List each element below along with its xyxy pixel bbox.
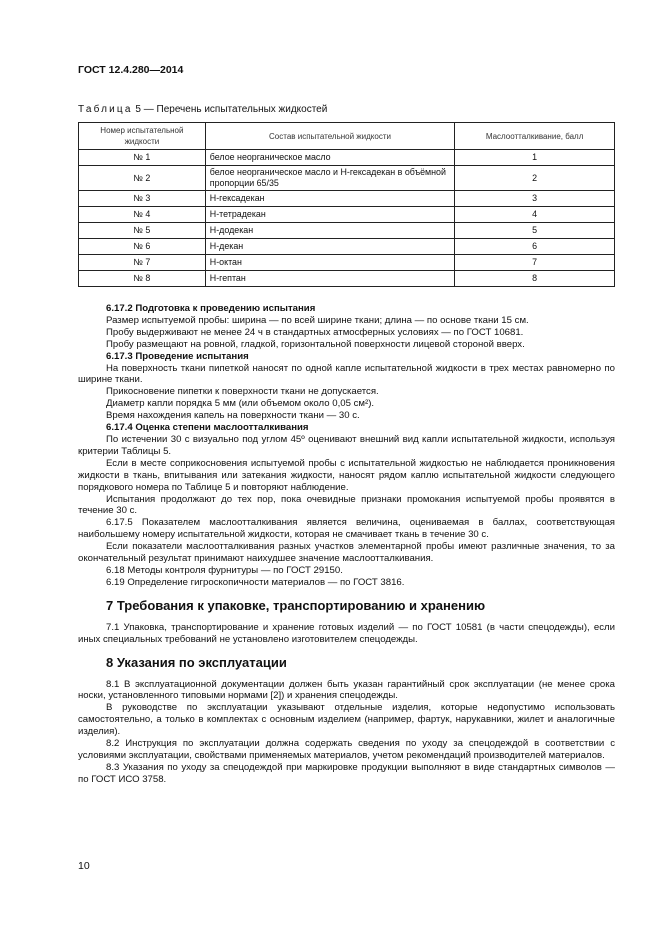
paragraph: Если в месте соприкосновения испытуемой пробы с испытательной жидкостью не наблюдается проникновения жидкости в ткань, впитывания или затекания жидкости, наносят рядом каплю испытательной жидкости следующего порядкового номера по Таблице 5 и повторяют наблюдение. bbox=[78, 457, 615, 493]
paragraph: 7.1 Упаковка, транспортирование и хранение готовых изделий — по ГОСТ 10581 (в части спецодежды), если иных специальных требований не установлено изготовителем спецодежды. bbox=[78, 621, 615, 645]
section-7-heading: 7 Требования к упаковке, транспортированию и хранению bbox=[106, 597, 486, 613]
table-row bbox=[79, 223, 615, 239]
cell-number: № 3 bbox=[79, 191, 206, 207]
paragraph: 6.19 Определение гигроскопичности материалов — по ГОСТ 3816. bbox=[106, 576, 405, 588]
test-liquids-table bbox=[78, 122, 615, 287]
paragraph: Пробу выдерживают не менее 24 ч в стандартных атмосферных условиях — по ГОСТ 10681. bbox=[106, 326, 524, 338]
section-6-17-4-title: 6.17.4 Оценка степени маслоотталкивания bbox=[106, 422, 309, 434]
paragraph: Размер испытуемой пробы: ширина — по всей ширине ткани; длина — по основе ткани 15 см. bbox=[106, 314, 529, 326]
table-caption-label: Таблица bbox=[78, 104, 133, 115]
paragraph: Прикосновение пипетки к поверхности ткани не допускается. bbox=[106, 386, 379, 398]
cell-composition: Н-гексадекан bbox=[205, 191, 454, 207]
cell-composition: Н-додекан bbox=[205, 223, 454, 239]
cell-composition: Н-декан bbox=[205, 239, 454, 255]
paragraph: Время нахождения капель на поверхности ткани — 30 с. bbox=[106, 410, 360, 422]
table-row bbox=[79, 166, 615, 191]
paragraph: Пробу размещают на ровной, гладкой, горизонтальной поверхности лицевой стороной вверх. bbox=[106, 338, 525, 350]
cell-score: 4 bbox=[455, 207, 615, 223]
document-header: ГОСТ 12.4.280—2014 bbox=[78, 64, 184, 76]
section-6-17-3-title: 6.17.3 Проведение испытания bbox=[106, 350, 249, 362]
paragraph: Диаметр капли порядка 5 мм (или объемом около 0,05 см²). bbox=[106, 398, 375, 410]
paragraph: 8.3 Указания по уходу за спецодеждой при маркировке продукции выполняют в виде стандартных символов — по ГОСТ ИСО 3758. bbox=[78, 761, 615, 785]
cell-number: № 5 bbox=[79, 223, 206, 239]
cell-composition: белое неорганическое масло и Н-гексадекан в объёмной пропорции 65/35 bbox=[205, 166, 454, 191]
paragraph: В руководстве по эксплуатации указывают отдельные изделия, которые недопустимо использовать самостоятельно, а только в комплектах с основным изделием (например, фартук, нарукавники, жилет и аналогичные изделия). bbox=[78, 702, 615, 738]
cell-score: 7 bbox=[455, 255, 615, 271]
table-row bbox=[79, 239, 615, 255]
cell-score: 2 bbox=[455, 166, 615, 191]
cell-number: № 4 bbox=[79, 207, 206, 223]
cell-number: № 6 bbox=[79, 239, 206, 255]
table-row bbox=[79, 191, 615, 207]
cell-number: № 2 bbox=[79, 166, 206, 191]
paragraph: 6.17.5 Показателем маслоотталкивания является величина, оцениваемая в баллах, соответствующая наибольшему номеру испытательной жидкости, которая не смачивает ткань в течение 30 с. bbox=[78, 517, 615, 541]
document-body bbox=[78, 303, 615, 786]
section-8-heading: 8 Указания по эксплуатации bbox=[106, 654, 287, 670]
cell-number: № 1 bbox=[79, 150, 206, 166]
paragraph: На поверхность ткани пипеткой наносят по одной капле испытательной жидкости в трех местах равномерно по ширине ткани. bbox=[78, 362, 615, 386]
page-number: 10 bbox=[78, 860, 90, 872]
table-caption-text: 5 — Перечень испытательных жидкостей bbox=[132, 104, 328, 115]
cell-score: 6 bbox=[455, 239, 615, 255]
cell-composition: Н-тетрадекан bbox=[205, 207, 454, 223]
paragraph: Испытания продолжают до тех пор, пока очевидные признаки промокания испытуемой пробы проявятся в течение 30 с. bbox=[78, 493, 615, 517]
column-header-composition: Состав испытательной жидкости bbox=[205, 123, 454, 150]
cell-score: 8 bbox=[455, 271, 615, 287]
cell-score: 3 bbox=[455, 191, 615, 207]
cell-composition: Н-гептан bbox=[205, 271, 454, 287]
paragraph: По истечении 30 с визуально под углом 45º оценивают внешний вид капли испытательной жидкости, используя критерии Таблицы 5. bbox=[78, 433, 615, 457]
cell-score: 1 bbox=[455, 150, 615, 166]
cell-composition: белое неорганическое масло bbox=[205, 150, 454, 166]
section-6-17-2-title: 6.17.2 Подготовка к проведению испытания bbox=[106, 303, 316, 314]
table-row bbox=[79, 207, 615, 223]
cell-number: № 8 bbox=[79, 271, 206, 287]
column-header-number: Номер испытательной жидкости bbox=[79, 123, 206, 150]
paragraph: 6.18 Методы контроля фурнитуры — по ГОСТ 29150. bbox=[106, 564, 343, 576]
paragraph: 8.2 Инструкция по эксплуатации должна содержать сведения по уходу за спецодеждой в соответствии с условиями эксплуатации, свойствами применяемых материалов, учетом рекомендаций производителей материалов. bbox=[78, 738, 615, 761]
table-row bbox=[79, 255, 615, 271]
paragraph: Если показатели маслоотталкивания разных участков элементарной пробы имеют различные значения, то за окончательный результат принимают наихудшее значение маслоотталкивания. bbox=[78, 541, 615, 565]
cell-number: № 7 bbox=[79, 255, 206, 271]
cell-composition: Н-октан bbox=[205, 255, 454, 271]
table-caption bbox=[78, 104, 327, 115]
column-header-score: Маслоотталкивание, балл bbox=[455, 123, 615, 150]
cell-score: 5 bbox=[455, 223, 615, 239]
table-row bbox=[79, 271, 615, 287]
paragraph: 8.1 В эксплуатационной документации должен быть указан гарантийный срок эксплуатации (не менее срока носки, установленного типовыми нормами [2]) и хранения спецодежды. bbox=[78, 678, 615, 702]
table-row bbox=[79, 150, 615, 166]
